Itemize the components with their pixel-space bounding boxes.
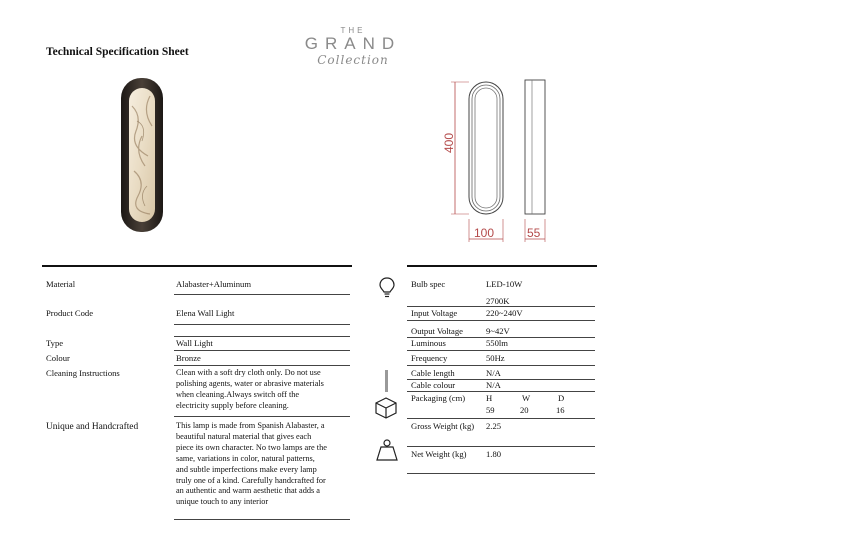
colour-label: Colour [46,353,70,363]
luminous-value: 550lm [486,338,508,348]
cable-icon [383,369,391,393]
frequency-label: Frequency [411,353,448,363]
unique-label: Unique and Handcrafted [46,422,139,432]
bulb-icon [378,276,396,300]
unique-line: truly one of a kind. Carefully handcrafted for [176,475,326,485]
dimension-depth: 55 [527,226,541,240]
unique-line: beautiful natural material that gives each [176,431,312,441]
bulb-label: Bulb spec [411,279,446,289]
divider [407,473,595,474]
left-table-top-rule [42,265,352,267]
technical-drawing [436,76,556,246]
divider [407,306,595,307]
unique-line: This lamp is made from Spanish Alabaster, a [176,421,325,430]
cable-colour-value: N/A [486,380,501,390]
gross-weight-label: Gross Weight (kg) [411,421,475,431]
logo-line-the: THE [340,26,366,35]
logo-line-collection: Collection [317,53,389,67]
product-photo [112,76,172,236]
unique-line: piece its own character. No two lamps are the [176,442,327,452]
unique-line: an authentic and warm aesthetic that adds a [176,486,320,496]
gross-weight-value: 2.25 [486,421,502,431]
bulb-value-2: 2700K [486,296,510,306]
divider [407,391,595,392]
colour-value: Bronze [176,353,201,363]
cable-length-label: Cable length [411,368,455,378]
packaging-w-value: 20 [520,405,529,415]
type-value: Wall Light [176,338,213,348]
packaging-d-label: D [558,393,565,403]
packaging-d-value: 16 [556,405,565,415]
net-weight-label: Net Weight (kg) [411,449,467,459]
unique-text [176,421,354,508]
bulb-value: LED-10W [486,279,523,289]
dimension-height: 400 [442,132,456,154]
output-voltage-value: 9~42V [486,326,510,336]
output-voltage-label: Output Voltage [411,326,463,336]
divider [407,350,595,351]
packaging-w-label: W [522,393,531,403]
cable-length-value: N/A [486,368,501,378]
input-voltage-value: 220~240V [486,308,523,318]
unique-line: same, variations in color, natural patterns, [176,453,315,463]
divider [174,416,350,417]
cleaning-text [176,368,354,412]
packaging-h-label: H [486,393,493,403]
divider [407,446,595,447]
product-code-label: Product Code [46,308,94,318]
cleaning-line: when cleaning.Always switch off the [176,389,300,399]
divider [174,336,350,337]
frequency-value: 50Hz [486,353,505,363]
material-value: Alabaster+Aluminum [176,279,252,289]
logo-line-grand: GRAND [304,34,402,53]
unique-line: and subtle imperfections make every lamp [176,464,317,474]
divider [174,365,350,366]
cable-colour-label: Cable colour [411,380,456,390]
divider [174,324,350,325]
dimension-width: 100 [474,226,495,240]
cleaning-label: Cleaning Instructions [46,368,120,378]
luminous-label: Luminous [411,338,446,348]
unique-line: unique touch to any interior [176,497,269,507]
material-label: Material [46,279,76,289]
divider [407,418,595,419]
brand-logo [290,26,416,78]
divider [407,365,595,366]
divider [407,320,595,321]
right-table-top-rule [407,265,597,267]
divider [174,519,350,520]
input-voltage-label: Input Voltage [411,308,458,318]
product-code-value: Elena Wall Light [176,308,235,318]
divider [174,350,350,351]
page-title: Technical Specification Sheet [46,46,189,58]
packaging-label: Packaging (cm) [411,393,466,403]
cleaning-line: electricity supply before cleaning. [176,400,289,410]
packaging-h-value: 59 [486,405,495,415]
cleaning-line: polishing agents, water or abrasive materials [176,378,324,388]
divider [174,294,350,295]
type-label: Type [46,338,64,348]
box-icon [374,396,398,420]
net-weight-value: 1.80 [486,449,502,459]
cleaning-line: Clean with a soft dry cloth only. Do not use [176,368,321,377]
weight-icon [376,438,398,462]
